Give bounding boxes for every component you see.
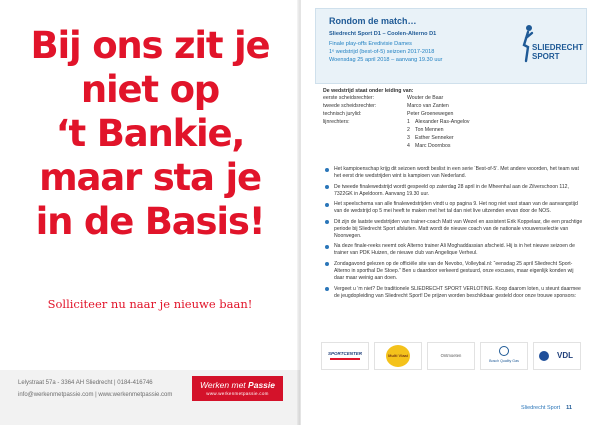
match-info-page xyxy=(300,0,600,425)
bullet-icon xyxy=(325,168,329,172)
headline-line: Bij ons zit je xyxy=(30,24,270,67)
bullet-icon xyxy=(325,220,329,224)
list-item: Dit zijn de laatste wedstrijden van trainer-coach Matt van Wezel en assistent Erik Koppelaar, die een prachtige periode bij Sliedrecht Sport afsluiten. Matt wordt de nieuwe coach van de nationale vrouwenselectie van Noorwegen. xyxy=(325,219,585,240)
news-bullet-list xyxy=(325,166,585,303)
ad-footer xyxy=(0,370,300,425)
ad-slogan: Solliciteer nu naar je nieuwe baan! xyxy=(47,297,253,311)
sponsor-logo-bosch: Bosch Quality Gas xyxy=(480,342,528,370)
match-header xyxy=(315,8,587,84)
list-item: Het speelschema van alle finalewedstrijden vindt u op pagina 9. Het nog niet vast staan van de aanvangstijd van de wedstrijd op 5 mei heeft te maken met het tal dan niet live uitzenden ervan door de NOS. xyxy=(325,201,585,215)
match-title: Rondom de match… xyxy=(329,16,417,26)
linesman-row: 2 Ton Mennen xyxy=(407,127,444,133)
ad-web-contact: info@werkenmetpassie.com | www.werkenmetpassie.com xyxy=(18,392,173,398)
page-number: 11 xyxy=(566,405,572,411)
bullet-icon xyxy=(325,203,329,207)
ad-address: Lelystraat 57a - 3364 AH Sliedrecht | 0184-416746 xyxy=(18,380,153,386)
sponsor-logos xyxy=(321,342,583,370)
bullet-icon xyxy=(325,287,329,291)
match-line: Finale play-offs Eredivisie Dames xyxy=(329,41,412,47)
logo-line1: SLIEDRECHT xyxy=(532,43,584,52)
official-row: eerste scheidsrechter: Wouter de Baar xyxy=(323,95,444,101)
list-item: Het kampioenschap krijg dit seizoen wordt beslist in een serie ‘Best-of-5’. Met andere woorden, het team wat het eerst drie wedstrijden wint is kampioen van Nederland. xyxy=(325,166,585,180)
werken-met-passie-logo xyxy=(192,376,283,401)
list-item: Zondagavond gelezen op de officiële site van de Nevobo, Volleybal.nl: “eensdag 25 april Sliedrecht Sport-Alterno in sporthal De Stoep.” Ben u daardoor verkeerd gestuurd, onze excuses, maar eigenlijk konden wij daar maar weinig aan doen. xyxy=(325,261,585,282)
ad-headline xyxy=(14,24,286,244)
headline-line: niet op xyxy=(80,68,220,111)
footer-brand: Sliedrecht Sport xyxy=(521,405,561,411)
headline-line: ‘t Bankie, xyxy=(55,112,245,155)
badge-bold-text: Passie xyxy=(248,380,275,390)
badge-main-text: Werken met xyxy=(200,380,246,390)
list-item: Vergeet u ’m niet? De traditionele SLIEDRECHT SPORT VERLOTING. Koop daarom loten, u steunt daarmee de jeugdopleiding van Sliedrecht Sport! De prijzen worden beschikbaar gesteld door onze trouwe sponsors: xyxy=(325,286,585,300)
officials-heading: De wedstrijd staat onder leiding van: xyxy=(323,88,414,94)
linesman-row: lijnrechters: 1 Alexander Ras-Angelov xyxy=(323,119,470,125)
match-line: 1ᵉ wedstrijd (best-of-5) seizoen 2017-2018 xyxy=(329,49,435,55)
sliedrecht-sport-logo xyxy=(512,23,582,71)
headline-line: maar sta je xyxy=(39,156,261,199)
official-row: tweede scheidsrechter: Marco van Zanten xyxy=(323,103,449,109)
sponsor-logo-sportcenter: SPORTCENTER xyxy=(321,342,369,370)
match-line: Woensdag 25 april 2018 – aanvang 19.30 uur xyxy=(329,57,443,63)
officials-block xyxy=(323,88,583,151)
match-teams: Sliedrecht Sport D1 – Coolen-Alterno D1 xyxy=(329,31,437,37)
logo-line2: SPORT xyxy=(532,52,560,61)
page-footer xyxy=(521,405,572,411)
linesmen-label: lijnrechters: xyxy=(323,119,350,125)
bullet-icon xyxy=(325,262,329,266)
linesman-row: 4 Marc Doornbos xyxy=(407,143,451,149)
headline-line: in de Basis! xyxy=(35,200,265,243)
list-item: De tweede finalewedstrijd wordt gespeeld op zaterdag 28 april in de Mheenhal aan de Zilverschoon 112, 7322GK in Apeldoorn. Aanvang 19.30 uur. xyxy=(325,184,585,198)
badge-url: www.werkenmetpassie.com xyxy=(206,391,269,396)
official-row: technisch jurylid: Peter Groenewegen xyxy=(323,111,454,117)
bullet-icon xyxy=(325,185,329,189)
list-item: Na deze finale-reeks neemt ook Alterno trainer Ali Moghaddassian afscheid. Hij is in het nieuwe seizoen de trainer van PDK Huizen, de nieuwe club van Angelique Verheul. xyxy=(325,243,585,257)
linesman-row: 3 Esther Senneker xyxy=(407,135,454,141)
sponsor-logo-multivlaai: Multi Vlaai xyxy=(374,342,422,370)
bullet-icon xyxy=(325,245,329,249)
sponsor-logo-vdl: VDL xyxy=(533,342,581,370)
sponsor-logo-ontmoeten: Ontmoeten xyxy=(427,342,475,370)
